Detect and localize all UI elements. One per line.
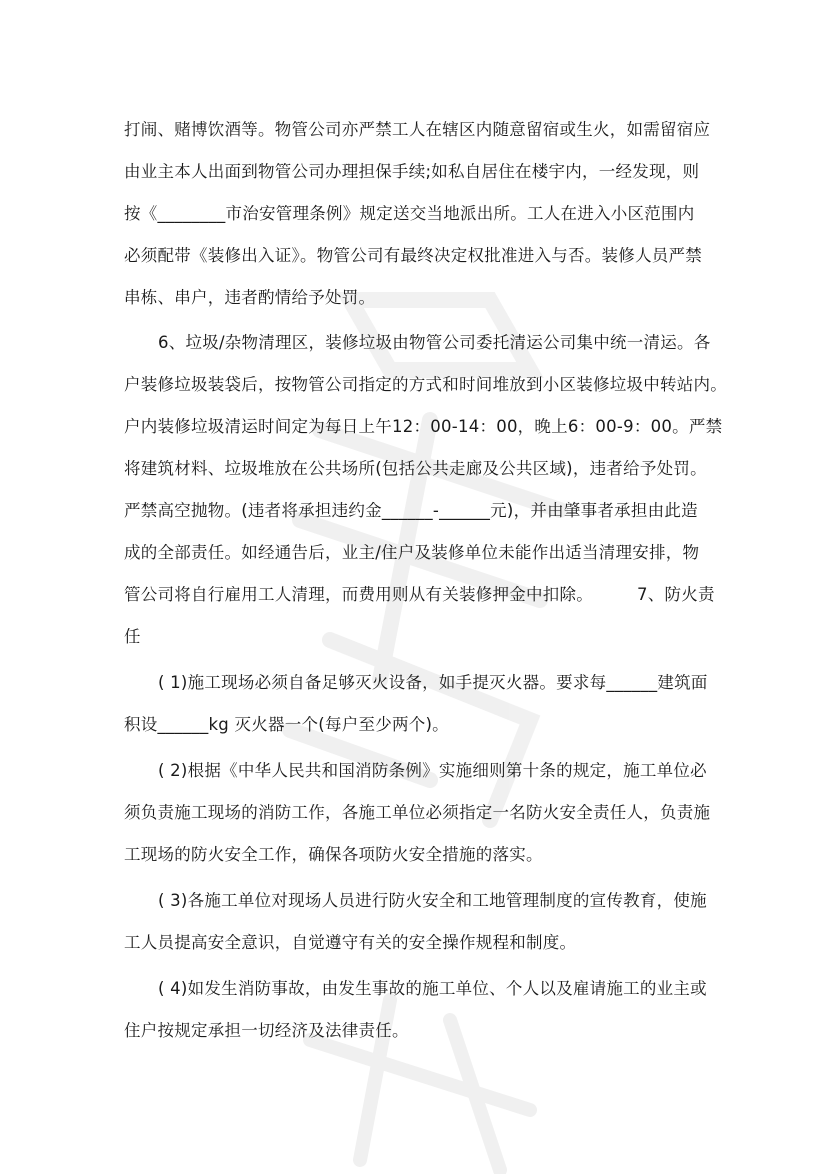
item-4-line-2: 住户按规定承担一切经济及法律责任。 [124, 1021, 409, 1040]
body-line-8: 户内装修垃圾清运时间定为每日上午12：00-14：00，晚上6：00-9：00。严禁 [124, 417, 723, 436]
body-line-5: 串栋、串户，违者酌情给予处罚。 [124, 288, 376, 307]
body-line-9: 将建筑材料、垃圾堆放在公共场所(包括公共走廊及公共区域)，违者给予处罚。 [124, 459, 707, 478]
item-4-line-1: ( 4)如发生消防事故，由发生事故的施工单位、个人以及雇请施工的业主或 [158, 979, 707, 998]
body-line-4: 必须配带《装修出入证》。物管公司有最终决定权批准进入与否。装修人员严禁 [124, 246, 702, 265]
body-line-11: 成的全部责任。如经通告后，业主/住户及装修单位未能作出适当清理安排，物 [124, 543, 700, 562]
item-1-line-1: ( 1)施工现场必须自备足够灭火设备，如手提灭火器。要求每______建筑面 [158, 673, 708, 692]
item-2-line-3: 工现场的防火安全工作，确保各项防火安全措施的落实。 [124, 845, 543, 864]
watermark-graphic-bottom [270, 980, 570, 1174]
item-3-line-1: ( 3)各施工单位对现场人员进行防火安全和工地管理制度的宣传教育，使施 [158, 891, 707, 910]
body-line-13: 任 [124, 627, 141, 646]
body-line-12: 管公司将自行雇用工人清理，而费用则从有关装修押金中扣除。 7、防火责 [124, 585, 715, 604]
item-3-line-2: 工人员提高安全意识，自觉遵守有关的安全操作规程和制度。 [124, 933, 577, 952]
item-2-line-1: ( 2)根据《中华人民共和国消防条例》实施细则第十条的规定，施工单位必 [158, 761, 707, 780]
section-6-heading-line: 6、垃圾/杂物清理区，装修垃圾由物管公司委托清运公司集中统一清运。各 [158, 333, 711, 352]
body-line-2: 由业主本人出面到物管公司办理担保手续;如私自居住在楼宇内，一经发现，则 [124, 162, 700, 181]
body-line-10: 严禁高空抛物。(违者将承担违约金______-______元)，并由肇事者承担由此造 [124, 501, 698, 520]
item-1-line-2: 积设______kg 灭火器一个(每户至少两个)。 [124, 715, 449, 734]
item-2-line-2: 须负责施工现场的消防工作，各施工单位必须指定一名防火安全责任人，负责施 [124, 803, 711, 822]
body-line-1: 打闹、赌博饮酒等。物管公司亦严禁工人在辖区内随意留宿或生火，如需留宿应 [124, 120, 711, 139]
body-line-3: 按《________市治安管理条例》规定送交当地派出所。工人在进入小区范围内 [124, 204, 695, 223]
body-line-7: 户装修垃圾装袋后，按物管公司指定的方式和时间堆放到小区装修垃圾中转站内。 [124, 375, 727, 394]
